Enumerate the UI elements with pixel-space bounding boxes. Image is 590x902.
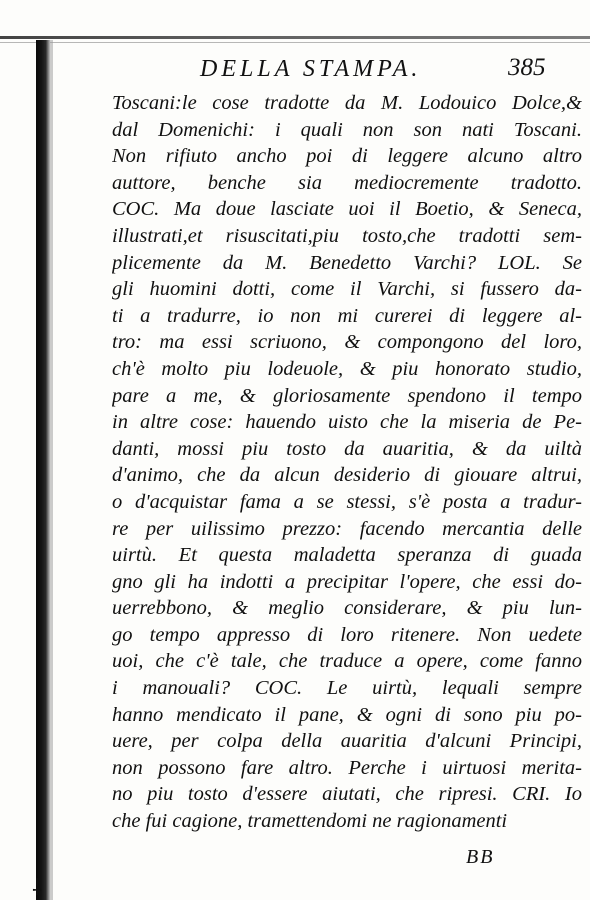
text-line: ti a tradurre, io non mi curerei di leggere al- <box>112 304 582 327</box>
text-line: re per uilissimo prezzo: facendo mercantia delle <box>112 517 582 540</box>
signature-mark: BB <box>466 846 495 868</box>
text-line: tro: ma essi scriuono, & compongono del loro, <box>112 331 582 354</box>
text-line: uerrebbono, & meglio considerare, & piu lun- <box>112 597 582 620</box>
running-head: DELLA STAMPA. <box>200 56 422 82</box>
text-line: gli huomini dotti, come il Varchi, si fussero da- <box>112 278 582 301</box>
text-line: o d'acquistar fama a se stessi, s'è posta a tradur- <box>112 490 582 513</box>
text-line: plicemente da M. Benedetto Varchi? LOL. Se <box>112 251 582 274</box>
gutter-scratch-mark: ⸸ <box>32 875 43 900</box>
binding-gutter <box>36 40 50 900</box>
text-line: dal Domenichi: i quali non son nati Toscani. <box>112 118 582 141</box>
text-line: COC. Ma doue lasciate uoi il Boetio, & Seneca, <box>112 198 582 221</box>
text-line: no piu tosto d'essere aiutati, che ripresi. CRI. Io <box>112 783 582 806</box>
text-line: danti, mossi piu tosto da auaritia, & da uiltà <box>112 437 582 460</box>
text-line: non possono fare altro. Perche i uirtuosi merita- <box>112 756 582 779</box>
text-line: uirtù. Et questa maladetta speranza di guada <box>112 544 582 567</box>
text-line: i manouali? COC. Le uirtù, lequali sempre <box>112 677 582 700</box>
text-line: uere, per colpa della auaritia d'alcuni Principi, <box>112 730 582 753</box>
text-body <box>112 90 582 835</box>
text-line: illustrati,et risuscitati,piu tosto,che tradotti sem- <box>112 224 582 247</box>
text-line: pare a me, & gloriosamente spendono il tempo <box>112 384 582 407</box>
text-line: hanno mendicato il pane, & ogni di sono piu po- <box>112 703 582 726</box>
text-line: go tempo appresso di loro ritenere. Non uedete <box>112 623 582 646</box>
page-top-edge <box>0 36 590 39</box>
text-line: che fui cagione, tramettendomi ne ragionamenti <box>112 810 508 833</box>
page-number: 385 <box>508 54 546 81</box>
text-line: d'animo, che da alcun desiderio di giouare altrui, <box>112 464 582 487</box>
text-line: auttore, benche sia mediocremente tradotto. <box>112 171 582 194</box>
text-line: ch'è molto piu lodeuole, & piu honorato studio, <box>112 357 582 380</box>
text-line: gno gli ha indotti a precipitar l'opere, che essi do- <box>112 570 582 593</box>
text-line: in altre cose: hauendo uisto che la miseria de Pe- <box>112 411 582 434</box>
binding-gutter-edge <box>50 40 53 900</box>
text-line: Toscani:le cose tradotte da M. Lodouico Dolce,& <box>112 92 582 114</box>
text-line: Non rifiuto ancho poi di leggere alcuno altro <box>112 145 582 168</box>
text-line: uoi, che c'è tale, che traduce a opere, come fanno <box>112 650 582 673</box>
page-top-edge-shadow <box>0 42 590 43</box>
